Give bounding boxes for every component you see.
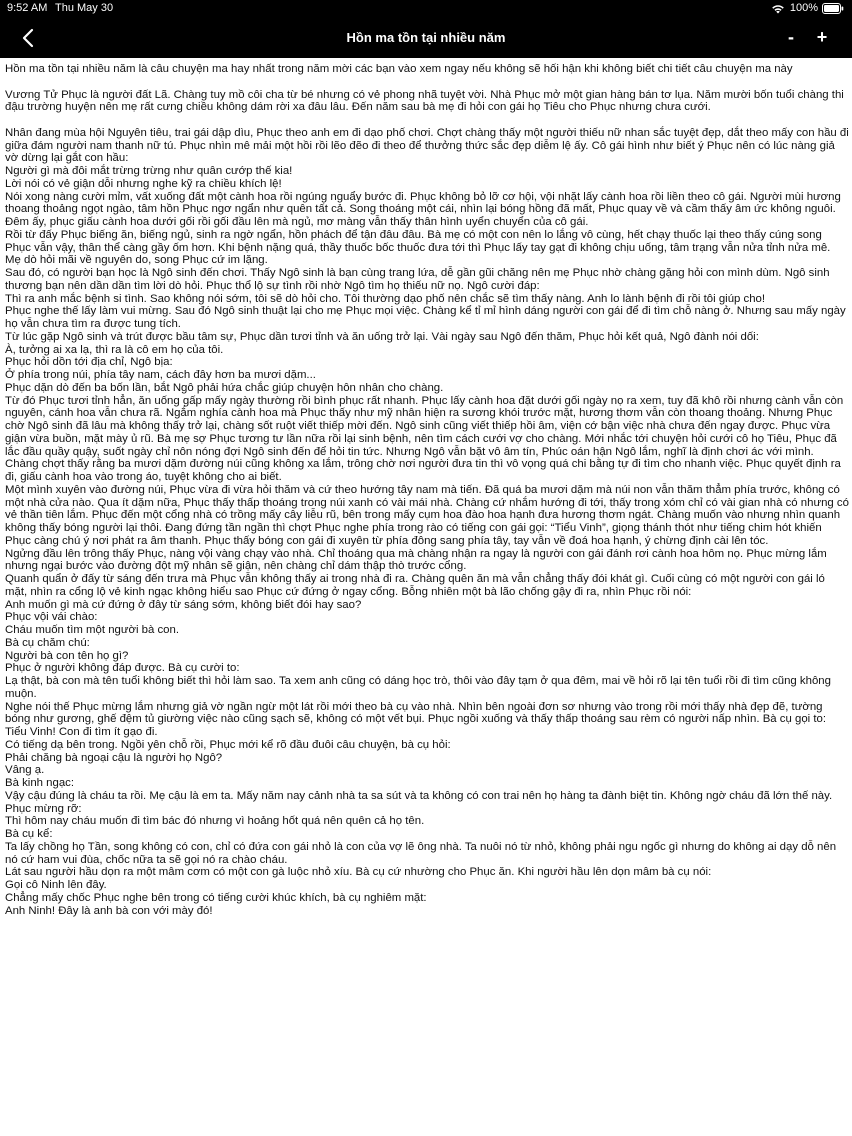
story-paragraph: Sau đó, có người bạn học là Ngô sinh đến chơi. Thấy Ngô sinh là bạn cùng trang lứa, dễ gần gũi chăng nên mẹ Phục nhờ chàng gặng hỏi con mình dùm. Ngô sinh thương bạn nên dần dần tìm lời dò hỏi. Phục thổ lộ sự tình rồi nhờ Ngô tìm họ thiếu nữ nọ. Ngô cười đáp:: [5, 267, 830, 292]
battery-percent: 100%: [789, 2, 818, 14]
story-paragraph: Ở phía trong núi, phía tây nam, cách đây hơn ba mươi dặm...: [5, 369, 316, 381]
story-paragraph: Bà cụ chăm chú:: [5, 636, 90, 649]
story-body: [5, 127, 849, 918]
status-indicators: [771, 0, 844, 17]
story-paragraph: Thì ra anh mắc bệnh si tình. Sao không nói sớm, tôi sẽ dò hỏi cho. Tôi thường dạo phố nên chắc sẽ tìm thấy nàng. Anh lo lành bệnh đi rồi tôi giúp cho!: [5, 292, 766, 305]
chevron-left-icon: [16, 25, 42, 51]
story-paragraph: Phục hỏi dồn tới địa chỉ, Ngô bịa:: [5, 356, 173, 369]
status-bar: [0, 0, 852, 17]
story-paragraph: Gọi cô Ninh lên đây.: [5, 879, 107, 891]
story-paragraph: Phục dặn dò đến ba bốn lần, bắt Ngô phải hứa chắc giúp chuyện hôn nhân cho chàng.: [5, 381, 444, 394]
battery-icon: [822, 3, 844, 14]
decrease-font-button[interactable]: -: [788, 27, 794, 47]
story-paragraph: Từ lúc gặp Ngô sinh và trút được bầu tâm sự, Phục dần tươi tỉnh và ăn uống trở lại. Vài ngày sau Ngô đến thăm, Phục hỏi kết quả, Ngô đành nói dối:: [5, 330, 759, 343]
story-paragraph: Từ đó Phục tươi tỉnh hẳn, ăn uống gấp mấy ngày thường rồi bình phục rất nhanh. Phục lấy cành hoa đặt dưới gối ngày nọ ra xem, tuy đã khô rồi nhưng cành vẫn còn nguyên, cánh hoa vẫn chưa rã. Ngắm nghía cành hoa mà Phục thấy như mỹ nhân hiện ra sương khói trước mặt, hương thơm vẫn còn thoang thoảng. Nhưng Phục chờ Ngô sinh đã lâu mà không thấy trở lại, chàng sốt ruột viết thiếp mời đến. Ngô sinh cũng viết thiếp hồi âm, viện cớ bận việc nhà chưa đến ngay được. Phục vừa giận vừa buồn, mặt mày ủ rũ. Bà mẹ sợ Phục tương tư lần nữa rồi lại sinh bệnh, nên tìm cách cưới vợ cho chàng. Mới nhắc tới chuyện hỏi cưới cô họ Tiêu, Phục đã lắc đầu quầy quậy, suốt ngày chỉ nôn nóng đợi Ngô sinh đến để hỏi tin tức. Nhưng Ngô vẫn bặt vô âm tín, Phúc oán hận Ngô lắm, nghĩ là định chơi ác với mình. Chàng chợt thấy rằng ba mươi dặm đường núi cũng không xa lắm, trông chờ nơi người đưa tin thì vô vọng quá chi bằng tự đi tìm cho nhanh việc. Phục quyết định ra đi, giấu cành hoa vào trong áo, tuyệt không cho ai biết.: [5, 394, 844, 483]
story-lead-paragraph: Vương Tử Phục là người đất Lã. Chàng tuy mồ côi cha từ bé nhưng có vẻ phong nhã tuyệt vời. Nhà Phục mở một gian hàng bán tơ lụa. Năm mười bốn tuổi chàng thi đậu trường huyện nên mẹ rất cưng chiều không dám rời xa đâu lâu. Đến năm sau bà mẹ đi hỏi con gái họ Tiêu cho Phục nhưng chưa cưới.: [5, 88, 844, 114]
story-paragraph: Cháu muốn tìm một người bà con.: [5, 624, 180, 636]
status-date: Thu May 30: [55, 2, 114, 14]
story-paragraph: Phục mừng rỡ:: [5, 802, 82, 815]
story-paragraph: Phục vội vái chào:: [5, 611, 98, 624]
story-paragraph: Chẳng mấy chốc Phục nghe bên trong có tiếng cười khúc khích, bà cụ nghiêm mặt:: [5, 891, 427, 904]
story-paragraph: Người bà con tên họ gì?: [5, 649, 129, 662]
top-bar: [0, 0, 852, 58]
story-paragraph: Tiểu Vinh! Con đi tìm ít gạo đi.: [5, 726, 158, 738]
story-paragraph: Một mình xuyên vào đường núi, Phục vừa đi vừa hỏi thăm và cứ theo hướng tây nam mà tiến. Đã quá ba mươi dặm mà núi non vẫn thăm thẳm phía trước, không có một nhà cửa nào. Qua ít dặm nữa, Phục thấy thấp thoáng trong núi xanh có vài mái nhà. Chàng cứ nhắm hướng đi tới, thấy trong xóm chỉ có vài gian nhà có nhưng có vẻ thần tiên lắm. Phục đến một cổng nhà có trồng mấy cây liễu rũ, bên trong mấy cụm hoa đào hoa hạnh đưa hương thơm ngát. Chàng muốn vào nhưng nhìn quanh không thấy bóng người lại thôi. Đang đứng tần ngần thì chợt Phục nghe phía trong rào có tiếng con gái gọi: “Tiểu Vinh”, giọng thánh thót như tiếng chim hót khiến Phục càng chú ý nơi phát ra âm thanh. Phục thấy bóng con gái đi xuyên từ phía đông sang phía tây, tay vẫn về đoá hoa hạnh, ý chừng định cài lên tóc.: [5, 483, 849, 547]
story-paragraph: Phục ở người không đáp được. Bà cụ cười to:: [5, 662, 240, 675]
story-content[interactable]: [5, 63, 849, 1133]
story-paragraph: Ta lấy chồng họ Tần, song không có con, chỉ có đứa con gái nhỏ là con của vợ lẽ ông nhà. Ta nuôi nó từ nhỏ, không phải ngu ngốc gì nhưng do không ai dạy dỗ nên nó cứ ham vui đùa, chốc nữa ta sẽ gọi nó ra chào cháu.: [5, 840, 837, 866]
story-paragraph: À, tưởng ai xa lạ, thì ra là cô em họ của tôi.: [5, 343, 224, 356]
story-paragraph: Anh muốn gì mà cứ đứng ở đây từ sáng sớm, không biết đói hay sao?: [5, 598, 362, 611]
story-paragraph: Có tiếng dạ bên trong. Ngồi yên chỗ rồi, Phục mới kể rõ đầu đuôi câu chuyện, bà cụ hỏi:: [5, 738, 451, 751]
story-paragraph: Người gì mà đôi mắt trừng trừng như quân cướp thế kia!: [5, 165, 293, 177]
story-paragraph: Vâng ạ.: [5, 764, 45, 777]
status-time: 9:52 AM: [7, 2, 48, 14]
increase-font-button[interactable]: +: [816, 27, 828, 47]
story-paragraph: Bà kinh ngạc:: [5, 777, 75, 789]
story-paragraph: Anh Ninh! Đây là anh bà con với mày đó!: [5, 904, 213, 917]
story-paragraph: Quanh quẩn ở đấy từ sáng đến trưa mà Phục vẫn không thấy ai trong nhà đi ra. Chàng quên ăn mà vẫn chẳng thấy đói khát gì. Cuối cùng có một người con gái ló mặt, nhìn ra cổng lộ vẻ kinh ngạc không hiểu sao Phục cứ đứng ở ngay cổng. Bỗng nhiên một bà lão chống gậy đi ra, nhìn Phục rồi nói:: [5, 573, 825, 598]
story-paragraph: Ngửng đầu lên trông thấy Phục, nàng vội vàng chạy vào nhà. Chỉ thoáng qua mà chàng nhận ra ngay là người con gái đánh rơi cành hoa hôm nọ. Phục mừng lắm nhưng ngại bước vào đường đột mỹ nhân sẽ giận, nên chàng chỉ dám thập thò trước cổng.: [5, 547, 827, 573]
story-paragraph: Nhân đang mùa hội Nguyên tiêu, trai gái dập dìu, Phục theo anh em đi dạo phố chơi. Chợt chàng thấy một người thiếu nữ nhan sắc tuyệt đẹp, dắt theo mấy con hầu đi giữa đám người nam thanh nữ tú. Phục nhìn mê mải một hồi rồi lẽo đẽo đi theo để thưởng thức sắc đẹp diễm lệ ấy. Cô gái hình như biết ý Phục nên có lúc nàng giả vờ dừng lại gắt con hầu:: [5, 126, 849, 165]
story-paragraph: Thì hôm nay cháu muốn đi tìm bác đó nhưng vì hoảng hốt quá nên quên cả họ tên.: [5, 815, 425, 828]
page-title: Hồn ma tồn tại nhiều năm: [346, 30, 506, 45]
wifi-icon: [771, 3, 785, 14]
story-paragraph: Vậy cậu đúng là cháu ta rồi. Mẹ cậu là em ta. Mấy năm nay cảnh nhà ta sa sút và ta không có con trai nên họ hàng ta đành biệt tin. Không ngờ cháu đã lớn thế này.: [5, 789, 833, 802]
story-paragraph: Phải chăng bà ngoại cậu là người họ Ngô?: [5, 751, 223, 764]
story-paragraph: Lạ thật, bà con mà tên tuổi không biết thì hỏi làm sao. Ta xem anh cũng có dáng học trò, thôi vào đây tạm ở qua đêm, mai về hỏi rõ lại tên tuổi rồi đi tìm cũng không muộn.: [5, 675, 831, 700]
story-paragraph: Phục nghe thế lấy làm vui mừng. Sau đó Ngô sinh thuật lại cho mẹ Phục mọi việc. Chàng kể tỉ mỉ hình dáng người con gái để đi tìm chỗ nàng ở. Nhưng sau mấy ngày họ vẫn chưa tìm ra được tung tích.: [5, 305, 846, 330]
story-paragraph: Lát sau người hầu dọn ra một mâm cơm có một con gà luộc nhỏ xíu. Bà cụ cứ nhường cho Phục ăn. Khi người hầu lên dọn mâm bà cụ nói:: [5, 866, 712, 879]
navigation-bar: [0, 17, 852, 58]
story-paragraph: Lời nói có vẻ giận dỗi nhưng nghe kỹ ra chiều khích lệ!: [5, 177, 282, 190]
story-intro: Hồn ma tồn tại nhiều năm là câu chuyện ma hay nhất trong năm mời các bạn vào xem ngay nếu không sẽ hối hận khi không biết chi tiết câu chuyện ma này: [5, 63, 793, 75]
story-paragraph: Rồi từ đấy Phục biếng ăn, biếng ngủ, sinh ra ngờ ngẩn, hồn phách để tận đâu đâu. Bà mẹ có một con nên lo lắng vô cùng, hết chạy thuốc lại theo thấy cúng song Phục vẫn vậy, thân thể càng gầy ốm hơn. Khi bệnh nặng quá, thầy thuốc bốc thuốc đưa tới thì Phục lấy tay gạt đi không chịu uống, tâm trạng vẫn nửa tỉnh nửa mê. Mẹ dò hỏi mãi về nguyên do, song Phục cứ im lặng.: [5, 228, 831, 267]
story-paragraph: Bà cụ kể:: [5, 828, 53, 840]
back-button[interactable]: [16, 25, 42, 51]
story-paragraph: Nói xong nàng cười mỉm, vất xuống đất một cành hoa rồi ngúng nguẩy bước đi. Phục không bỏ lỡ cơ hội, vội nhặt lấy cành hoa rồi liền theo cô gái. Người mùi hương thoang thoảng ngọt ngào, tâm hồn Phục ngơ ngẩn như quên tất cả. Song thoáng một cái, nhìn lại bóng hồng đã mất, Phục quay về và cầm thấy âm ức không nguôi. Đêm ấy, phục giấu cành hoa dưới gối rồi gối đầu lên mà ngủ, mơ màng vẫn thấy thân hình uyển chuyển của cô gái.: [5, 190, 841, 228]
story-paragraph: Nghe nói thế Phục mừng lắm nhưng giả vờ ngần ngừ một lát rồi mới theo bà cụ vào nhà. Nhìn bên ngoài đơn sơ nhưng vào trong rồi mới thấy nhà đẹp đẽ, tường bóng như gương, ghế đệm tủ giường việc nào cũng sạch sẽ, không có một vết bụi. Phục ngồi xuống và thấy thấp thoáng sau rèm có người nấp nhìn. Bà cụ gọi to:: [5, 700, 827, 726]
